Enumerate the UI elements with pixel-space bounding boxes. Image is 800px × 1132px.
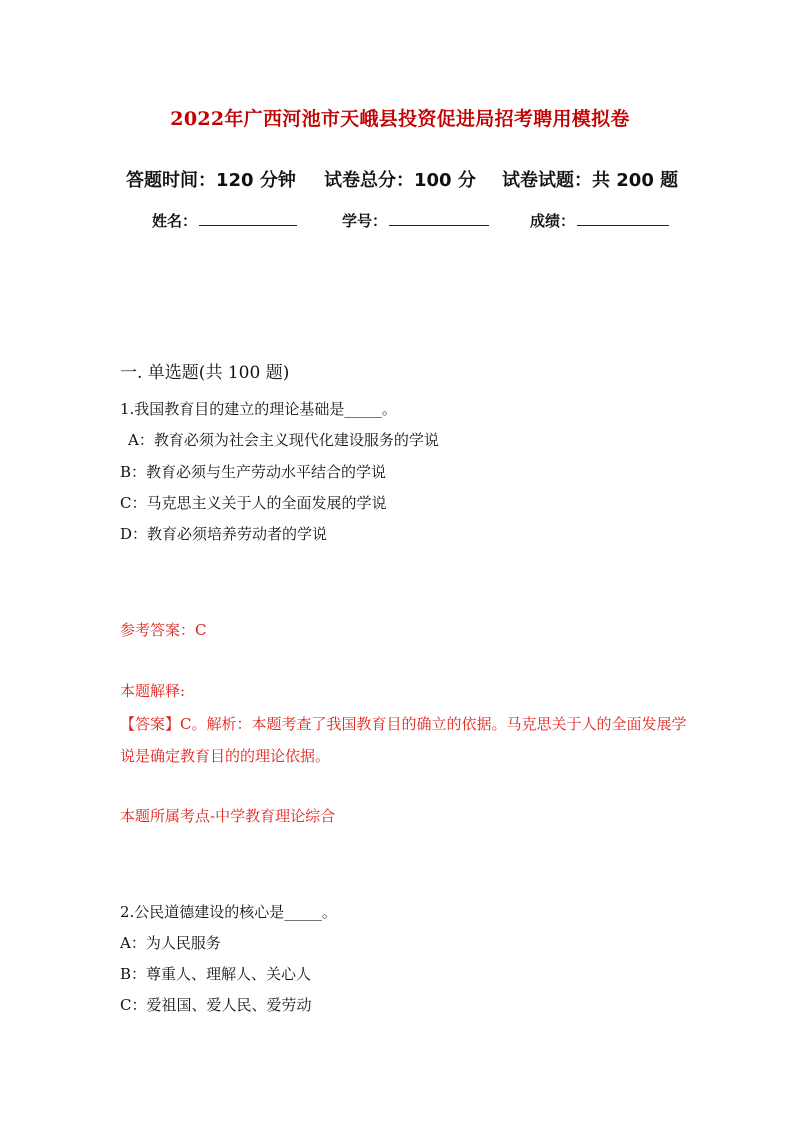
student-id-field[interactable] (342, 210, 489, 231)
student-id-blank[interactable] (389, 211, 489, 226)
question-1-explain-label: 本题解释: (120, 682, 186, 700)
name-blank[interactable] (199, 211, 297, 226)
question-2-option-a[interactable]: A：为人民服务 (120, 934, 221, 952)
question-2-option-b[interactable]: B：尊重人、理解人、关心人 (120, 965, 312, 983)
exam-title: 2022年广西河池市天峨县投资促进局招考聘用模拟卷 (170, 108, 630, 130)
question-1-topic: 本题所属考点-中学教育理论综合 (120, 807, 336, 825)
question-1-stem: 1.我国教育目的建立的理论基础是_____。 (120, 400, 397, 418)
section-heading: 一. 单选题(共 100 题) (120, 363, 290, 383)
question-1-explanation: 【答案】C。解析：本题考查了我国教育目的确立的依据。马克思关于人的全面发展学说是确定教育目的的理论依据。 (120, 715, 687, 765)
name-field[interactable] (152, 210, 297, 231)
exam-total-score: 试卷总分：100 分 (324, 170, 476, 191)
exam-time: 答题时间：120 分钟 (126, 170, 296, 191)
grade-field[interactable] (530, 210, 669, 231)
question-2-stem: 2.公民道德建设的核心是_____。 (120, 903, 337, 921)
question-1-option-d[interactable]: D：教育必须培养劳动者的学说 (120, 525, 328, 543)
name-label: 姓名： (152, 212, 198, 230)
student-id-label: 学号： (342, 212, 388, 230)
question-1-option-b[interactable]: B：教育必须与生产劳动水平结合的学说 (120, 463, 387, 481)
question-1-option-a[interactable]: A：教育必须为社会主义现代化建设服务的学说 (128, 431, 439, 449)
grade-label: 成绩： (530, 212, 576, 230)
question-1-option-c[interactable]: C：马克思主义关于人的全面发展的学说 (120, 494, 387, 512)
exam-question-count: 试卷试题：共 200 题 (502, 170, 679, 191)
question-2-option-c[interactable]: C：爱祖国、爱人民、爱劳动 (120, 996, 312, 1014)
grade-blank[interactable] (577, 211, 669, 226)
question-1-answer: 参考答案：C (120, 621, 207, 639)
